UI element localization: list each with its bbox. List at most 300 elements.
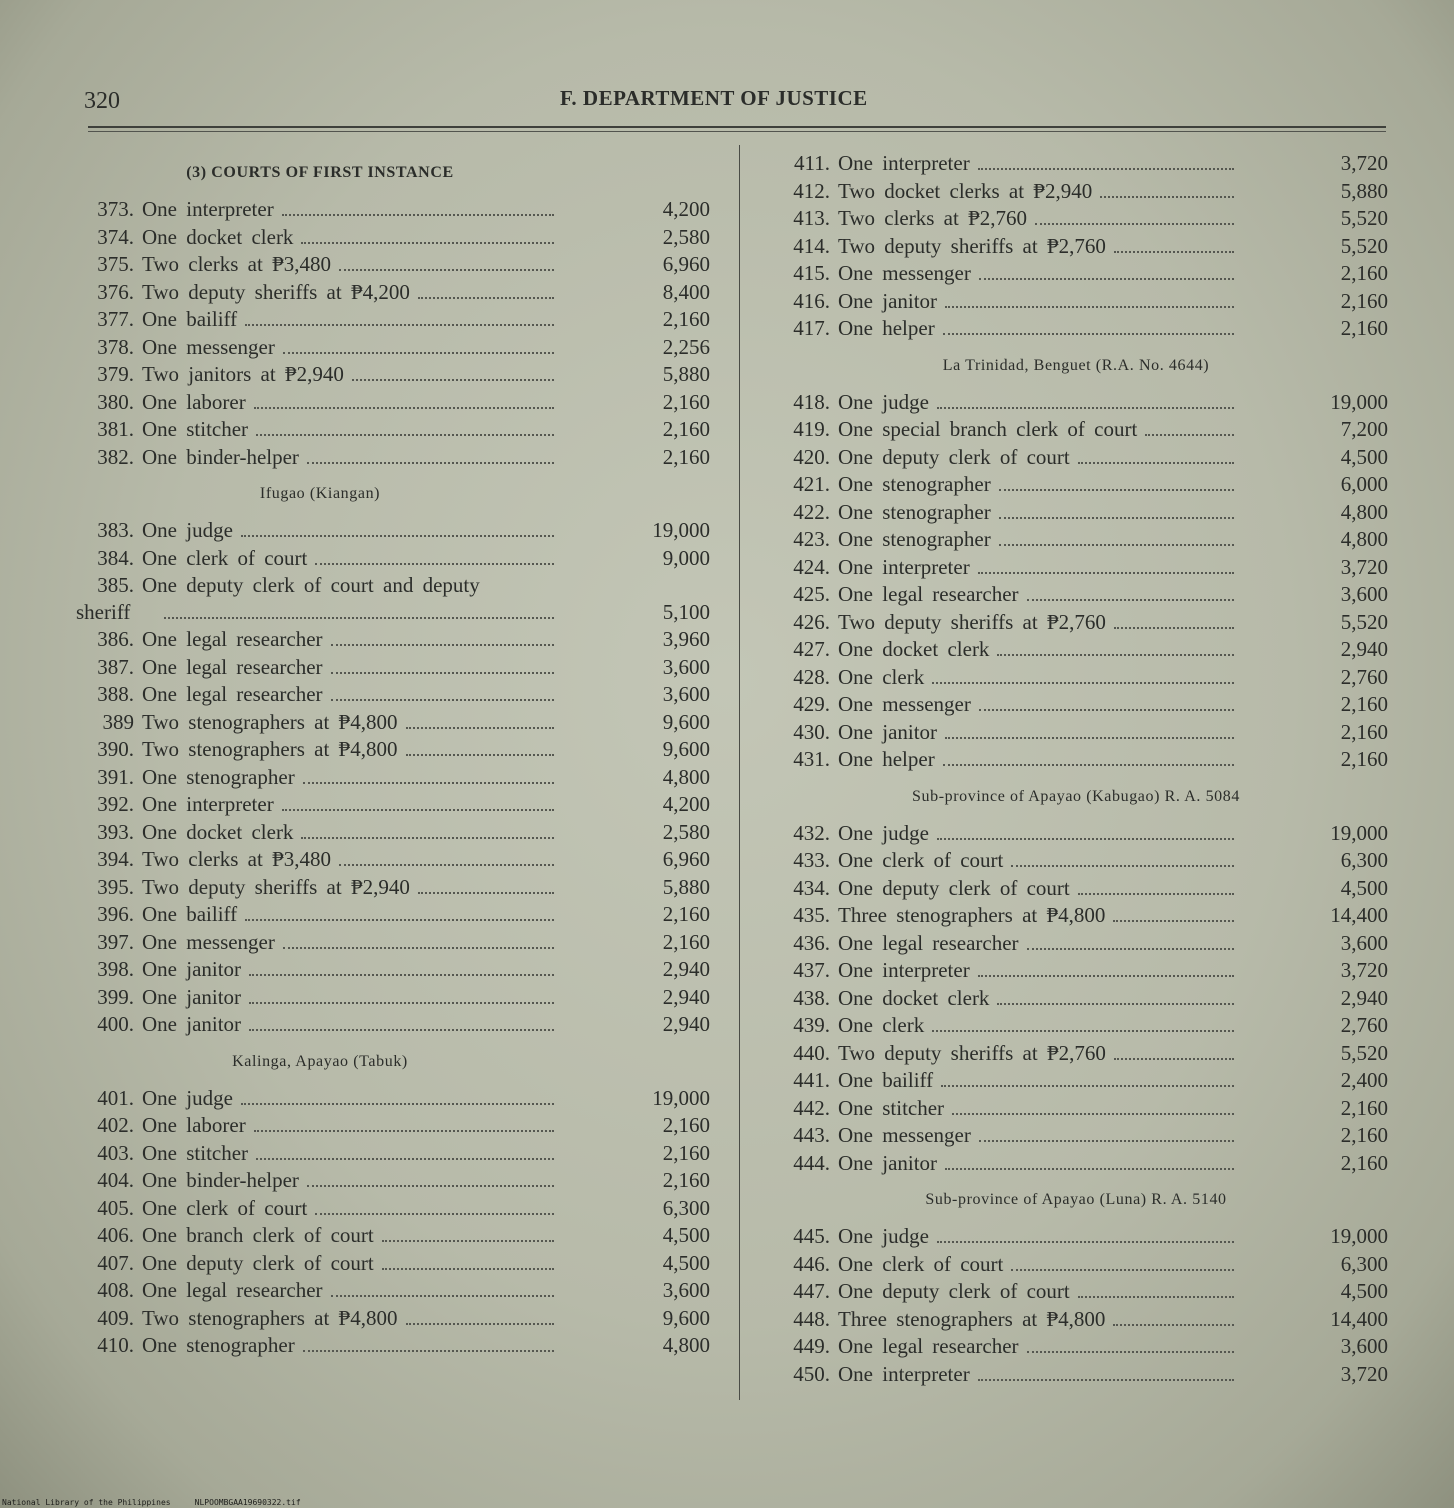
item-number: 397.: [97, 929, 134, 954]
scan-footer: [2, 1498, 301, 1507]
line-item: [776, 1223, 1388, 1251]
item-number: 426.: [793, 609, 830, 634]
item-number: 441.: [793, 1068, 830, 1092]
item-number: 412.: [793, 178, 830, 203]
item-description: One janitor: [838, 288, 938, 313]
running-title: F. DEPARTMENT OF JUSTICE: [560, 86, 868, 110]
item-number: 427.: [793, 637, 830, 661]
dot-leader: [978, 1379, 1234, 1381]
line-item: [80, 224, 710, 252]
item-number: 375.: [97, 252, 134, 276]
item-amount: 2,160: [1340, 288, 1388, 313]
item-amount: 3,600: [662, 654, 710, 679]
line-item: [80, 279, 710, 307]
line-item: [80, 929, 710, 957]
item-number: 395.: [97, 874, 134, 899]
dot-leader: [256, 1158, 554, 1160]
item-amount: 19,000: [1330, 389, 1388, 414]
item-amount: 9,600: [662, 709, 710, 734]
dot-leader: [406, 754, 554, 756]
dot-leader: [932, 1030, 1234, 1032]
item-number: 402.: [97, 1113, 134, 1137]
header-rule-thin: [88, 131, 1386, 132]
item-description: Two deputy sheriffs at ₱2,940: [142, 874, 410, 899]
dot-leader: [339, 864, 554, 866]
dot-leader: [937, 407, 1234, 409]
item-number: 399.: [97, 984, 134, 1009]
line-item: [80, 251, 710, 279]
item-number: 381.: [97, 417, 134, 441]
dot-leader: [978, 168, 1234, 170]
dot-leader: [249, 1029, 554, 1031]
item-description: One deputy clerk of court and deputy: [142, 573, 480, 597]
line-item: [80, 545, 710, 573]
line-item: [80, 709, 710, 737]
item-description: One janitor: [142, 957, 242, 981]
item-number: 414.: [793, 233, 830, 258]
item-number: 379.: [97, 362, 134, 386]
item-description: Two stenographers at ₱4,800: [142, 709, 398, 734]
dot-leader: [1035, 223, 1234, 225]
dot-leader: [1078, 462, 1234, 464]
item-number: 432.: [793, 820, 830, 845]
item-number: 417.: [793, 316, 830, 340]
dot-leader: [1011, 865, 1234, 867]
left-column: [76, 150, 710, 1360]
line-item: [776, 1095, 1388, 1123]
line-item: [776, 719, 1388, 747]
item-amount: 14,400: [1330, 903, 1388, 927]
line-item: [776, 233, 1388, 261]
item-amount: 2,940: [662, 1012, 710, 1036]
line-item: [80, 1277, 710, 1305]
item-description: One laborer: [142, 1113, 246, 1137]
item-number: 438.: [793, 985, 830, 1010]
item-amount: 19,000: [652, 518, 710, 542]
item-number: 407.: [97, 1250, 134, 1275]
item-number: 406.: [97, 1223, 134, 1247]
dot-leader: [1114, 251, 1234, 253]
item-description: One legal researcher: [142, 654, 323, 679]
item-amount: 2,940: [662, 984, 710, 1009]
item-description: One messenger: [838, 692, 971, 716]
item-number: 433.: [793, 848, 830, 872]
item-description: One laborer: [142, 389, 246, 414]
line-item: [80, 626, 710, 654]
item-amount: 2,580: [662, 819, 710, 844]
dot-leader: [382, 1268, 554, 1270]
section-heading: La Trinidad, Benguet (R.A. No. 4644): [942, 356, 1210, 374]
item-number: 411.: [794, 151, 830, 175]
line-item: [776, 389, 1388, 417]
dot-leader: [282, 214, 554, 216]
dot-leader: [315, 563, 554, 565]
line-item: [776, 416, 1388, 444]
item-number: 377.: [97, 307, 134, 331]
item-number: 423.: [793, 527, 830, 551]
dot-leader: [945, 737, 1234, 739]
item-description: Two deputy sheriffs at ₱2,760: [838, 609, 1106, 634]
dot-leader: [943, 764, 1234, 766]
item-description: One docket clerk: [142, 224, 294, 249]
line-item: [776, 1067, 1388, 1095]
item-amount: 6,300: [1340, 848, 1388, 872]
dot-leader: [999, 489, 1234, 491]
item-number: 396.: [97, 902, 134, 926]
item-amount: 2,160: [662, 389, 710, 414]
item-amount: 2,160: [662, 1113, 710, 1137]
item-amount: 2,760: [1340, 1013, 1388, 1037]
item-description: Three stenographers at ₱4,800: [838, 903, 1106, 927]
dot-leader: [952, 1113, 1234, 1115]
dot-leader: [979, 1140, 1234, 1142]
item-number: 389: [102, 709, 134, 734]
item-number: 439.: [793, 1013, 830, 1037]
dot-leader: [241, 1103, 554, 1105]
item-description: One clerk of court: [142, 1195, 308, 1220]
item-number: 445.: [793, 1224, 830, 1248]
item-number: 430.: [793, 719, 830, 744]
item-amount: 4,500: [662, 1223, 710, 1247]
item-amount: 5,520: [1340, 233, 1388, 258]
dot-leader: [331, 699, 554, 701]
item-number: 404.: [97, 1168, 134, 1192]
dot-leader: [254, 407, 554, 409]
line-item: [776, 178, 1388, 206]
dot-leader: [339, 269, 554, 271]
dot-leader: [283, 352, 554, 354]
item-number: 442.: [793, 1095, 830, 1120]
item-number: 410.: [97, 1333, 134, 1357]
line-item: [776, 1040, 1388, 1068]
item-amount: 3,600: [1340, 582, 1388, 606]
item-description: One interpreter: [838, 554, 970, 579]
dot-leader: [282, 809, 554, 811]
item-number: 373.: [97, 197, 134, 221]
item-number: 415.: [793, 261, 830, 285]
item-description: One helper: [838, 747, 935, 771]
item-number: 422.: [793, 499, 830, 524]
dot-leader: [303, 782, 554, 784]
item-number: 394.: [97, 847, 134, 871]
item-description: One janitor: [142, 1012, 242, 1036]
line-item: [80, 517, 710, 545]
item-amount: 9,600: [662, 737, 710, 761]
item-number: 392.: [97, 792, 134, 816]
item-amount: 8,400: [662, 279, 710, 304]
item-amount: 4,500: [1340, 444, 1388, 469]
dot-leader: [1078, 1296, 1234, 1298]
item-description: One legal researcher: [838, 930, 1019, 955]
line-item: [80, 846, 710, 874]
dot-leader: [1027, 1351, 1234, 1353]
item-amount: 4,200: [662, 792, 710, 816]
item-amount: 2,160: [662, 417, 710, 441]
item-number: 429.: [793, 692, 830, 716]
item-number: 383.: [97, 518, 134, 542]
column-divider: [739, 145, 740, 1400]
item-amount: 5,520: [1340, 609, 1388, 634]
item-amount: 6,960: [662, 252, 710, 276]
dot-leader: [331, 644, 554, 646]
item-amount: 2,160: [1340, 316, 1388, 340]
item-description: One bailiff: [838, 1068, 934, 1092]
item-number: 387.: [97, 654, 134, 679]
item-amount: 2,160: [662, 902, 710, 926]
item-description: One binder-helper: [142, 444, 299, 469]
item-amount: 3,720: [1340, 1361, 1388, 1386]
item-amount: 2,160: [662, 929, 710, 954]
item-amount: 2,160: [662, 1168, 710, 1192]
line-item: [776, 205, 1388, 233]
item-description: One deputy clerk of court: [838, 444, 1070, 469]
item-number: 447.: [793, 1279, 830, 1303]
line-item-continuation: [76, 599, 710, 626]
item-number: 380.: [97, 389, 134, 414]
line-item: [80, 791, 710, 819]
line-item: [776, 636, 1388, 664]
item-amount: 3,600: [1340, 1334, 1388, 1358]
item-number: 448.: [793, 1306, 830, 1331]
item-amount: 2,160: [662, 1140, 710, 1165]
line-item: [80, 444, 710, 472]
item-amount: 3,720: [1340, 151, 1388, 175]
item-amount: 6,300: [1340, 1251, 1388, 1276]
item-number: 434.: [793, 875, 830, 900]
item-amount: 5,880: [662, 362, 710, 386]
line-item: [776, 150, 1388, 178]
dot-leader: [932, 682, 1234, 684]
item-amount: 4,500: [1340, 875, 1388, 900]
dot-leader: [979, 278, 1234, 280]
line-item: [776, 902, 1388, 930]
item-number: 436.: [793, 930, 830, 955]
item-description: One messenger: [142, 929, 275, 954]
section-heading: (3) COURTS OF FIRST INSTANCE: [186, 164, 454, 181]
page-number: 320: [84, 88, 120, 114]
item-number: 376.: [97, 279, 134, 304]
item-description: One clerk of court: [142, 545, 308, 570]
item-number: 398.: [97, 957, 134, 981]
item-amount: 4,800: [1340, 527, 1388, 551]
item-description: One helper: [838, 316, 935, 340]
dot-leader: [1078, 893, 1234, 895]
line-item: [80, 416, 710, 444]
item-amount: 2,160: [1340, 719, 1388, 744]
item-description: One deputy clerk of court: [838, 875, 1070, 900]
dot-leader: [999, 517, 1234, 519]
dot-leader: [352, 379, 554, 381]
item-number: 424.: [793, 554, 830, 579]
item-description: One legal researcher: [142, 1278, 323, 1302]
line-item: [776, 691, 1388, 719]
line-item: [776, 847, 1388, 875]
dot-leader: [937, 1241, 1234, 1243]
item-amount: 4,800: [662, 764, 710, 789]
item-number: 418.: [793, 389, 830, 414]
dot-leader: [315, 1213, 554, 1215]
item-number: 440.: [793, 1040, 830, 1065]
item-number: 400.: [97, 1012, 134, 1036]
item-number: 386.: [97, 627, 134, 651]
item-amount: 4,800: [662, 1333, 710, 1357]
item-description: One legal researcher: [838, 1334, 1019, 1358]
line-item: [776, 1150, 1388, 1178]
line-item: [80, 984, 710, 1012]
item-amount: 6,960: [662, 847, 710, 871]
item-description: One branch clerk of court: [142, 1223, 374, 1247]
line-item: [80, 1250, 710, 1278]
item-amount: 3,720: [1340, 958, 1388, 982]
item-number: 384.: [97, 545, 134, 570]
dot-leader: [418, 892, 554, 894]
item-description-continued: sheriff: [76, 600, 131, 624]
dot-leader: [301, 242, 554, 244]
item-number: 421.: [793, 472, 830, 496]
item-description: One judge: [838, 1224, 929, 1248]
item-description: One interpreter: [838, 151, 970, 175]
item-amount: 19,000: [652, 1085, 710, 1110]
dot-leader: [945, 1168, 1234, 1170]
item-amount: 4,800: [1340, 499, 1388, 524]
item-number: 444.: [793, 1150, 830, 1175]
line-item: [776, 1251, 1388, 1279]
line-item: [776, 581, 1388, 609]
line-item: [776, 1361, 1388, 1389]
item-amount: 3,600: [662, 682, 710, 706]
item-description: One legal researcher: [142, 682, 323, 706]
item-number: 385.: [97, 573, 134, 597]
item-number: 408.: [97, 1278, 134, 1302]
line-item: [80, 572, 710, 599]
item-number: 403.: [97, 1140, 134, 1165]
item-amount: 2,160: [1340, 692, 1388, 716]
item-description: One judge: [838, 389, 929, 414]
dot-leader: [1027, 599, 1234, 601]
section-heading: Kalinga, Apayao (Tabuk): [232, 1052, 408, 1070]
dot-leader: [1113, 1324, 1234, 1326]
line-item: [776, 957, 1388, 985]
item-amount: 9,000: [662, 545, 710, 570]
item-description: One stenographer: [142, 764, 295, 789]
item-description: Two clerks at ₱3,480: [142, 847, 332, 871]
item-description: One judge: [838, 820, 929, 845]
item-description: One clerk of court: [838, 1251, 1004, 1276]
item-number: 409.: [97, 1305, 134, 1330]
item-number: 420.: [793, 444, 830, 469]
item-description: One interpreter: [838, 1361, 970, 1386]
dot-leader: [331, 672, 554, 674]
item-amount: 5,520: [1340, 206, 1388, 230]
line-item: [80, 736, 710, 764]
line-item: [80, 196, 710, 224]
item-description: One deputy clerk of court: [142, 1250, 374, 1275]
item-amount: 5,880: [662, 874, 710, 899]
item-number: 446.: [793, 1251, 830, 1276]
item-amount: 2,160: [1340, 1095, 1388, 1120]
dot-leader: [1114, 1058, 1234, 1060]
item-description: One janitor: [838, 1150, 938, 1175]
item-amount: 5,880: [1340, 178, 1388, 203]
item-number: 428.: [793, 664, 830, 689]
item-description: One interpreter: [142, 197, 274, 221]
dot-leader: [283, 947, 554, 949]
line-item: [776, 444, 1388, 472]
item-description: One docket clerk: [838, 637, 990, 661]
item-description: One stitcher: [142, 1140, 249, 1165]
item-amount: 4,200: [662, 197, 710, 221]
item-description: One messenger: [142, 334, 275, 359]
item-amount: 19,000: [1330, 1224, 1388, 1248]
item-description: One stenographer: [838, 527, 991, 551]
line-item: [80, 1085, 710, 1113]
item-description: One legal researcher: [142, 627, 323, 651]
line-item: [776, 1122, 1388, 1150]
line-item: [776, 315, 1388, 343]
line-item: [776, 930, 1388, 958]
line-item: [80, 389, 710, 417]
item-amount: 14,400: [1330, 1306, 1388, 1331]
item-description: One messenger: [838, 261, 971, 285]
item-description: Three stenographers at ₱4,800: [838, 1306, 1106, 1331]
item-amount: 2,160: [662, 444, 710, 469]
dot-leader: [164, 617, 554, 619]
item-amount: 6,300: [662, 1195, 710, 1220]
dot-leader: [978, 975, 1234, 977]
item-amount: 3,600: [662, 1278, 710, 1302]
item-description: One clerk: [838, 664, 925, 689]
item-number: 425.: [793, 582, 830, 606]
line-item: [776, 288, 1388, 316]
dot-leader: [943, 333, 1234, 335]
line-item: [776, 746, 1388, 774]
item-description: One interpreter: [142, 792, 274, 816]
dot-leader: [1145, 434, 1234, 436]
item-description: Two stenographers at ₱4,800: [142, 1305, 398, 1330]
item-description: One stenographer: [142, 1333, 295, 1357]
line-item: [776, 985, 1388, 1013]
line-item: [80, 956, 710, 984]
header-rule: [88, 126, 1386, 128]
item-number: 378.: [97, 334, 134, 359]
section-heading: Ifugao (Kiangan): [259, 485, 381, 502]
line-item: [776, 609, 1388, 637]
dot-leader: [1027, 948, 1234, 950]
line-item: [80, 1222, 710, 1250]
item-description: One interpreter: [838, 958, 970, 982]
footer-file: NLPOOMBGAA19690322.tif: [194, 1498, 301, 1507]
dot-leader: [997, 654, 1234, 656]
line-item: [80, 306, 710, 334]
item-amount: 4,500: [1340, 1279, 1388, 1303]
dot-leader: [382, 1240, 554, 1242]
section-heading: Sub-province of Apayao (Kabugao) R. A. 5084: [912, 787, 1240, 805]
item-amount: 9,600: [662, 1305, 710, 1330]
dot-leader: [249, 1002, 554, 1004]
dot-leader: [1114, 627, 1234, 629]
item-amount: 7,200: [1340, 417, 1388, 441]
line-item: [80, 654, 710, 682]
line-item: [776, 875, 1388, 903]
line-item: [776, 1333, 1388, 1361]
dot-leader: [307, 462, 554, 464]
item-description: One bailiff: [142, 902, 238, 926]
item-description: One special branch clerk of court: [838, 417, 1138, 441]
line-item: [776, 664, 1388, 692]
dot-leader: [978, 572, 1234, 574]
dot-leader: [1100, 196, 1234, 198]
item-amount: 2,160: [1340, 1123, 1388, 1147]
